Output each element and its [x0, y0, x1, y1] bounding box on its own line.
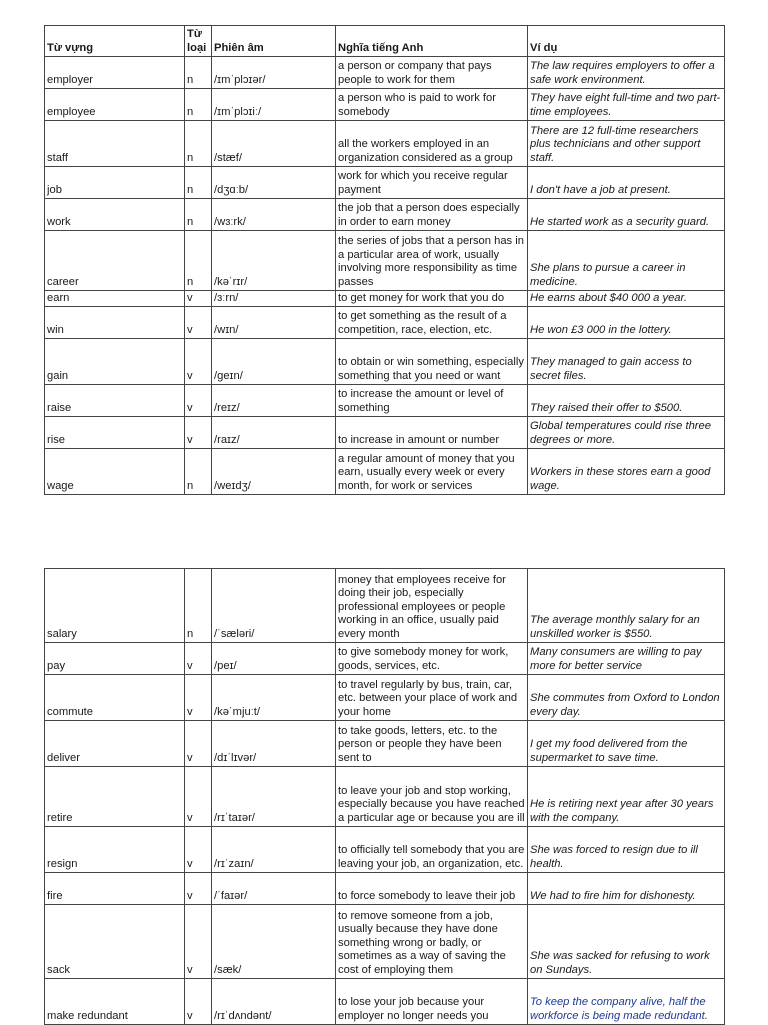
cell-word: salary — [45, 569, 185, 643]
cell-example: We had to fire him for dishonesty. — [528, 873, 725, 905]
table-row — [45, 417, 725, 449]
cell-ipa: /reɪz/ — [212, 385, 336, 417]
cell-meaning: a person who is paid to work for somebody — [336, 89, 528, 121]
cell-meaning: the series of jobs that a person has in a particular area of work, usually involving more responsibility as time passes — [336, 231, 528, 291]
cell-example: She commutes from Oxford to London every day. — [528, 675, 725, 721]
cell-ipa: /ɜːrn/ — [212, 291, 336, 307]
cell-example: They raised their offer to $500. — [528, 385, 725, 417]
table-row — [45, 57, 725, 89]
cell-type: v — [185, 417, 212, 449]
cell-example: He earns about $40 000 a year. — [528, 291, 725, 307]
table-row — [45, 167, 725, 199]
cell-ipa: /ɡeɪn/ — [212, 339, 336, 385]
cell-example: The average monthly salary for an unskilled worker is $550. — [528, 569, 725, 643]
cell-type: v — [185, 291, 212, 307]
cell-type: v — [185, 873, 212, 905]
cell-meaning: to lose your job because your employer no longer needs you — [336, 979, 528, 1025]
vocabulary-table-1 — [44, 25, 725, 495]
table-row — [45, 767, 725, 827]
header-example: Ví dụ — [528, 26, 725, 57]
cell-type: v — [185, 339, 212, 385]
cell-meaning: to get something as the result of a competition, race, election, etc. — [336, 307, 528, 339]
cell-meaning: to leave your job and stop working, especially because you have reached a particular age or because you are ill — [336, 767, 528, 827]
cell-example: Many consumers are willing to pay more for better service — [528, 643, 725, 675]
table-row — [45, 827, 725, 873]
cell-type: v — [185, 905, 212, 979]
cell-ipa: /kəˈrɪr/ — [212, 231, 336, 291]
cell-word: earn — [45, 291, 185, 307]
cell-word: work — [45, 199, 185, 231]
cell-word: pay — [45, 643, 185, 675]
cell-ipa: /rɪˈzaɪn/ — [212, 827, 336, 873]
cell-example: The law requires employers to offer a safe work environment. — [528, 57, 725, 89]
cell-ipa: /rɪˈtaɪər/ — [212, 767, 336, 827]
vocabulary-table-2 — [44, 568, 725, 1025]
cell-ipa: /sæk/ — [212, 905, 336, 979]
cell-example: He started work as a security guard. — [528, 199, 725, 231]
table-row — [45, 979, 725, 1025]
cell-word: rise — [45, 417, 185, 449]
cell-type: v — [185, 767, 212, 827]
table-row — [45, 449, 725, 495]
cell-type: v — [185, 385, 212, 417]
cell-meaning: work for which you receive regular payment — [336, 167, 528, 199]
cell-word: job — [45, 167, 185, 199]
cell-word: make redundant — [45, 979, 185, 1025]
cell-example: She was sacked for refusing to work on Sundays. — [528, 905, 725, 979]
cell-example: I get my food delivered from the supermarket to save time. — [528, 721, 725, 767]
table-row — [45, 121, 725, 167]
cell-word: win — [45, 307, 185, 339]
table-row — [45, 199, 725, 231]
header-word: Từ vựng — [45, 26, 185, 57]
cell-meaning: to remove someone from a job, usually because they have done something wrong or badly, or sometimes as a way of saving the cost of employing them — [336, 905, 528, 979]
cell-ipa: /dɪˈlɪvər/ — [212, 721, 336, 767]
cell-example: She plans to pursue a career in medicine. — [528, 231, 725, 291]
cell-type: n — [185, 231, 212, 291]
cell-example: I don't have a job at present. — [528, 167, 725, 199]
table-row — [45, 643, 725, 675]
cell-ipa: /ˈfaɪər/ — [212, 873, 336, 905]
cell-example: Workers in these stores earn a good wage. — [528, 449, 725, 495]
cell-ipa: /wɜːrk/ — [212, 199, 336, 231]
cell-type: n — [185, 199, 212, 231]
cell-meaning: to travel regularly by bus, train, car, etc. between your place of work and your home — [336, 675, 528, 721]
cell-word: staff — [45, 121, 185, 167]
header-ipa: Phiên âm — [212, 26, 336, 57]
cell-ipa: /wɪn/ — [212, 307, 336, 339]
cell-type: v — [185, 827, 212, 873]
cell-word: employee — [45, 89, 185, 121]
cell-example: They managed to gain access to secret files. — [528, 339, 725, 385]
cell-example: They have eight full-time and two part-time employees. — [528, 89, 725, 121]
table-row — [45, 307, 725, 339]
cell-word: gain — [45, 339, 185, 385]
cell-type: n — [185, 569, 212, 643]
cell-meaning: to officially tell somebody that you are leaving your job, an organization, etc. — [336, 827, 528, 873]
cell-type: v — [185, 721, 212, 767]
cell-type: v — [185, 979, 212, 1025]
cell-ipa: /kəˈmjuːt/ — [212, 675, 336, 721]
cell-word: sack — [45, 905, 185, 979]
cell-type: n — [185, 89, 212, 121]
cell-ipa: /ɪmˈplɔɪər/ — [212, 57, 336, 89]
table-row — [45, 339, 725, 385]
cell-ipa: /weɪdʒ/ — [212, 449, 336, 495]
table-row — [45, 873, 725, 905]
cell-example: He is retiring next year after 30 years with the company. — [528, 767, 725, 827]
cell-word: career — [45, 231, 185, 291]
header-row — [45, 26, 725, 57]
table-row — [45, 905, 725, 979]
cell-word: commute — [45, 675, 185, 721]
cell-meaning: to obtain or win something, especially something that you need or want — [336, 339, 528, 385]
cell-ipa: /rɪˈdʌndənt/ — [212, 979, 336, 1025]
cell-type: v — [185, 675, 212, 721]
cell-example: To keep the company alive, half the workforce is being made redundant. — [528, 979, 725, 1025]
cell-word: deliver — [45, 721, 185, 767]
cell-ipa: /raɪz/ — [212, 417, 336, 449]
cell-meaning: to increase in amount or number — [336, 417, 528, 449]
cell-type: n — [185, 57, 212, 89]
cell-type: n — [185, 121, 212, 167]
cell-type: v — [185, 307, 212, 339]
cell-meaning: a regular amount of money that you earn, usually every week or every month, for work or services — [336, 449, 528, 495]
table-row — [45, 385, 725, 417]
cell-meaning: to increase the amount or level of something — [336, 385, 528, 417]
cell-type: n — [185, 449, 212, 495]
cell-word: resign — [45, 827, 185, 873]
cell-word: raise — [45, 385, 185, 417]
cell-word: wage — [45, 449, 185, 495]
cell-meaning: a person or company that pays people to work for them — [336, 57, 528, 89]
cell-meaning: to take goods, letters, etc. to the person or people they have been sent to — [336, 721, 528, 767]
table-row — [45, 675, 725, 721]
cell-example: There are 12 full-time researchers plus technicians and other support staff. — [528, 121, 725, 167]
cell-ipa: /ˈsæləri/ — [212, 569, 336, 643]
cell-type: n — [185, 167, 212, 199]
header-meaning: Nghĩa tiếng Anh — [336, 26, 528, 57]
cell-word: employer — [45, 57, 185, 89]
cell-meaning: money that employees receive for doing their job, especially professional employees or people working in an office, usually paid every month — [336, 569, 528, 643]
cell-example: He won £3 000 in the lottery. — [528, 307, 725, 339]
table-row — [45, 721, 725, 767]
cell-meaning: to force somebody to leave their job — [336, 873, 528, 905]
cell-meaning: the job that a person does especially in order to earn money — [336, 199, 528, 231]
cell-meaning: all the workers employed in an organization considered as a group — [336, 121, 528, 167]
cell-ipa: /dʒɑːb/ — [212, 167, 336, 199]
cell-meaning: to give somebody money for work, goods, services, etc. — [336, 643, 528, 675]
cell-example: Global temperatures could rise three degrees or more. — [528, 417, 725, 449]
cell-meaning: to get money for work that you do — [336, 291, 528, 307]
cell-ipa: /stæf/ — [212, 121, 336, 167]
cell-ipa: /ɪmˈplɔɪiː/ — [212, 89, 336, 121]
cell-ipa: /peɪ/ — [212, 643, 336, 675]
table-row — [45, 291, 725, 307]
table-row — [45, 89, 725, 121]
cell-type: v — [185, 643, 212, 675]
header-type: Từ loại — [185, 26, 212, 57]
cell-word: retire — [45, 767, 185, 827]
table-row — [45, 569, 725, 643]
cell-example: She was forced to resign due to ill health. — [528, 827, 725, 873]
table-row — [45, 231, 725, 291]
cell-word: fire — [45, 873, 185, 905]
